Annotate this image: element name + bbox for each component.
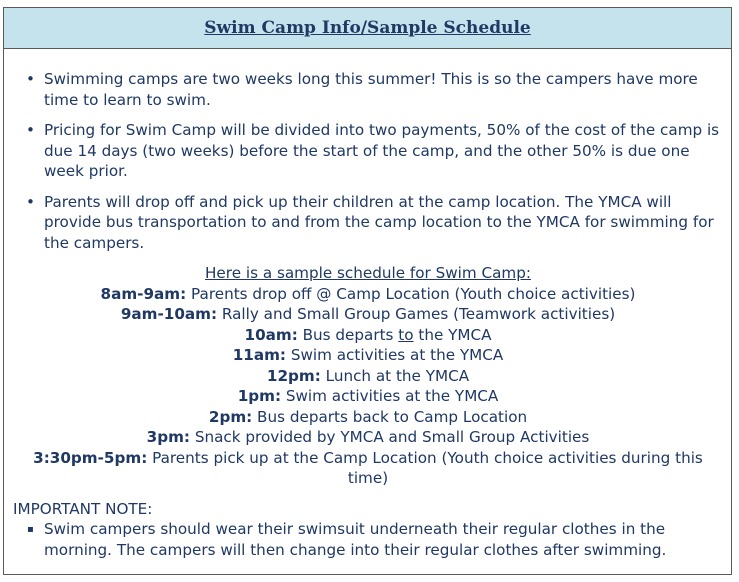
schedule-desc: Bus departs xyxy=(297,325,399,344)
bullet-text: Swimming camps are two weeks long this summer! This is so the campers have more time to learn to swim. xyxy=(44,70,698,109)
schedule-desc-underlined: to xyxy=(398,325,414,344)
info-box xyxy=(3,7,732,575)
schedule-desc: Rally and Small Group Games (Teamwork activities) xyxy=(217,305,616,323)
bullet-text: Pricing for Swim Camp will be divided into two payments, 50% of the cost of the camp is due 14 days (two weeks) before the start of the camp, and the other 50% is due one week prior. xyxy=(44,121,720,180)
schedule-row xyxy=(13,325,723,346)
schedule-row xyxy=(13,345,723,366)
schedule-time: 2pm: xyxy=(208,407,253,426)
schedule-row xyxy=(13,284,723,305)
schedule-time: 8am-9am: xyxy=(100,284,187,303)
schedule-time: 10am: xyxy=(244,325,298,344)
schedule-desc: Swim activities at the YMCA xyxy=(286,346,504,364)
list-item xyxy=(13,120,723,182)
schedule-row xyxy=(13,448,723,489)
schedule-row xyxy=(13,427,723,448)
header-bar xyxy=(4,8,731,49)
schedule-time: 3pm: xyxy=(146,428,191,446)
schedule-desc: the YMCA xyxy=(413,325,492,344)
note-list xyxy=(13,519,723,560)
schedule-row xyxy=(13,366,723,387)
list-item xyxy=(13,192,723,254)
schedule-row xyxy=(13,407,723,428)
note-text: Swim campers should wear their swimsuit underneath their regular clothes in the morning. The campers will then change into their regular clothes after swimming. xyxy=(44,520,667,559)
schedule-time: 1pm: xyxy=(237,387,282,405)
schedule xyxy=(13,263,723,489)
note-heading: IMPORTANT NOTE: xyxy=(13,499,153,518)
info-list xyxy=(13,69,723,253)
bullet-icon: • xyxy=(26,70,35,88)
schedule-desc: Swim activities at the YMCA xyxy=(281,387,499,405)
schedule-desc: Lunch at the YMCA xyxy=(320,366,470,385)
schedule-row xyxy=(13,304,723,325)
schedule-row xyxy=(13,386,723,407)
bullet-text: Parents will drop off and pick up their children at the camp location. The YMCA will provide bus transportation to and from the camp location to the YMCA for swimming for the campers. xyxy=(44,192,714,252)
bullet-icon: ▪ xyxy=(27,524,34,535)
page-title: Swim Camp Info/Sample Schedule xyxy=(204,18,531,38)
schedule-desc: Snack provided by YMCA and Small Group Activities xyxy=(190,428,590,446)
content xyxy=(4,49,731,560)
schedule-time: 3:30pm-5pm: xyxy=(33,448,148,467)
important-note xyxy=(13,499,723,561)
schedule-time: 9am-10am: xyxy=(120,305,218,323)
schedule-desc: Parents drop off @ Camp Location (Youth choice activities) xyxy=(186,284,636,303)
schedule-desc: Bus departs back to Camp Location xyxy=(252,407,528,426)
schedule-time: 12pm: xyxy=(266,366,321,385)
bullet-icon: • xyxy=(26,121,35,139)
schedule-heading: Here is a sample schedule for Swim Camp: xyxy=(205,264,531,282)
bullet-icon: • xyxy=(26,192,35,211)
list-item xyxy=(13,519,723,560)
list-item xyxy=(13,69,723,110)
schedule-desc: Parents pick up at the Camp Location (Youth choice activities during this time) xyxy=(147,448,703,487)
schedule-time: 11am: xyxy=(232,346,287,364)
